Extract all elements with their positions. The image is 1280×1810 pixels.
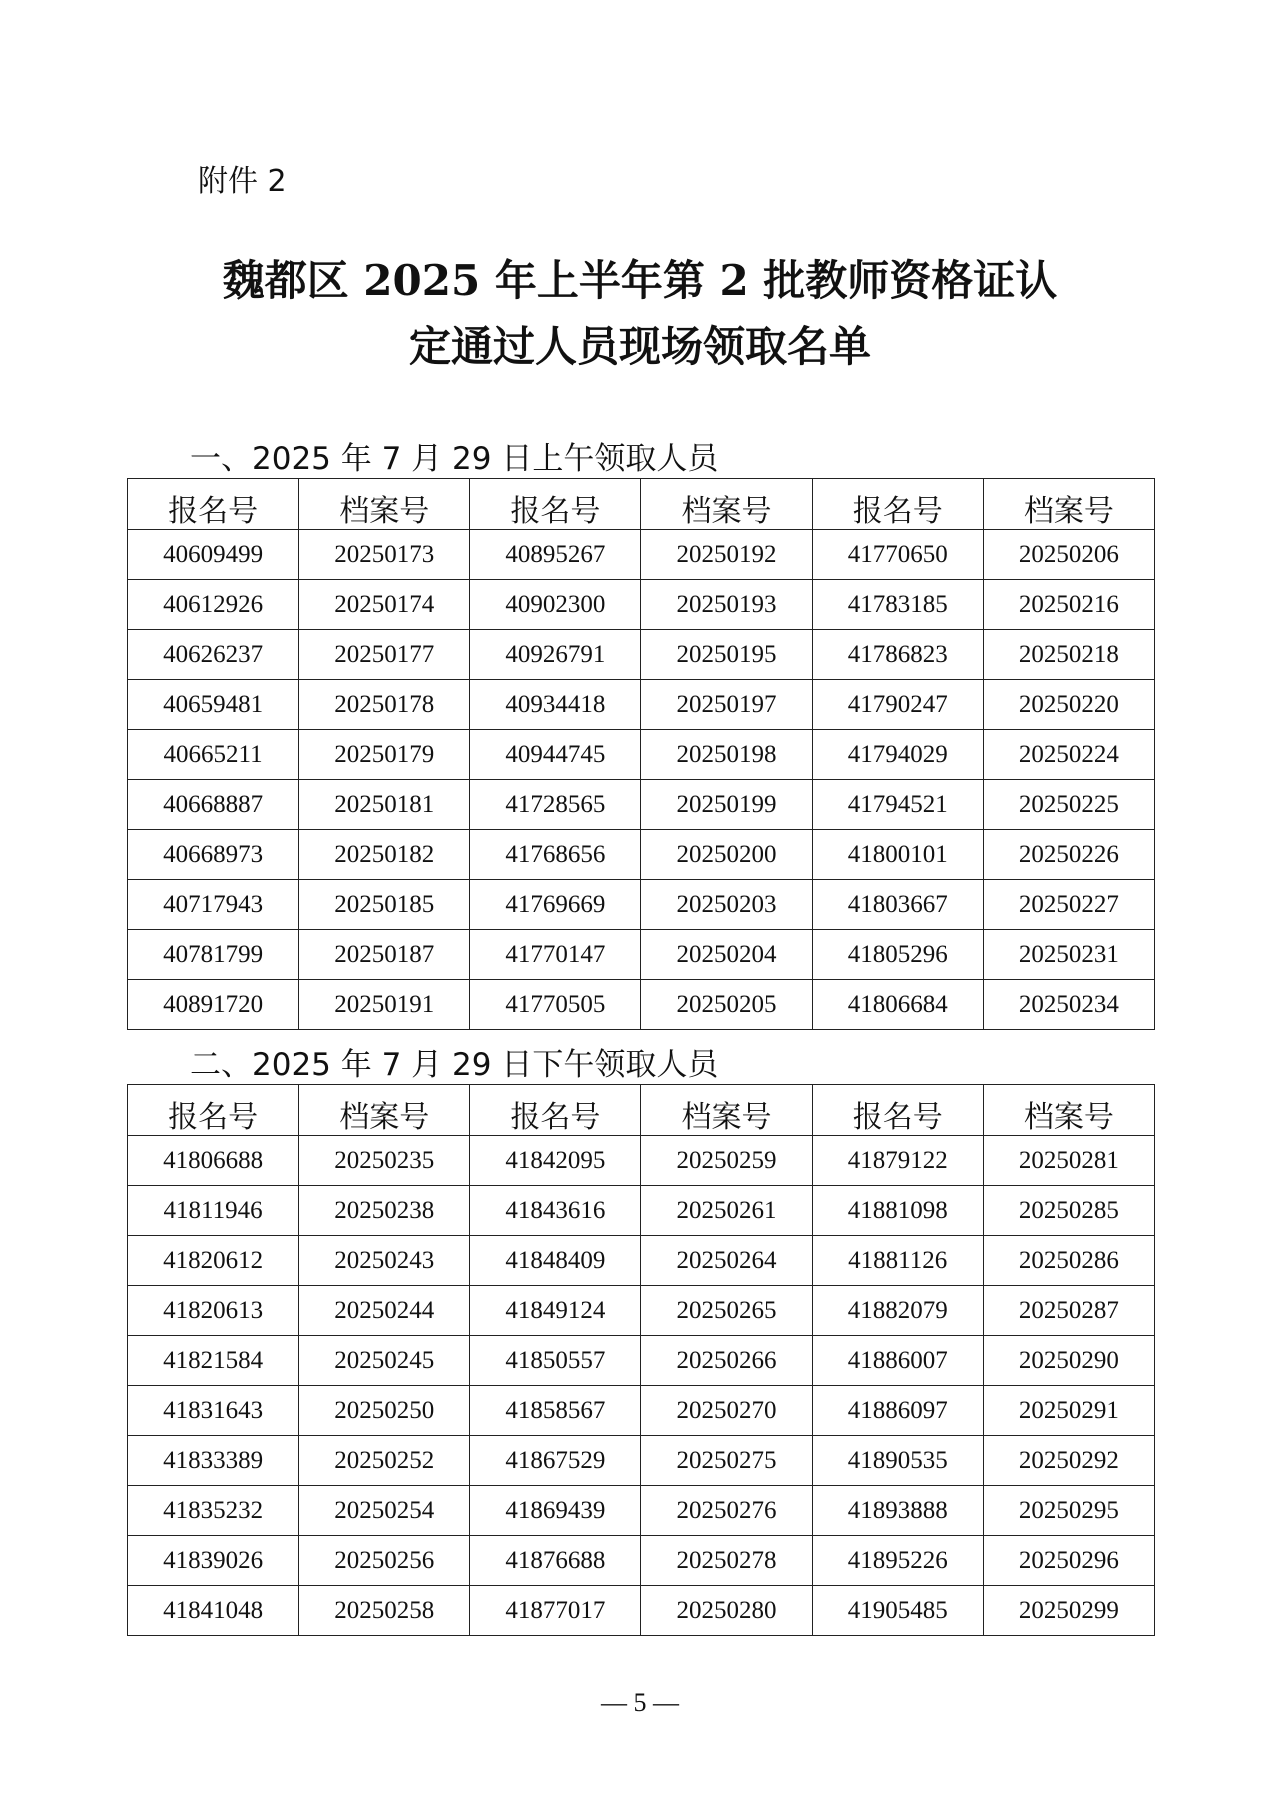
registration-number-cell: 40612926 — [128, 580, 299, 630]
registration-number-cell: 41877017 — [470, 1586, 641, 1636]
registration-number-cell: 41794029 — [812, 730, 983, 780]
registration-number-cell: 40926791 — [470, 630, 641, 680]
table-header-row — [128, 1085, 1155, 1136]
table-row — [128, 530, 1155, 580]
file-number-cell: 20250292 — [983, 1436, 1154, 1486]
registration-number-cell: 41842095 — [470, 1136, 641, 1186]
file-number-cell: 20250200 — [641, 830, 812, 880]
file-number-cell: 20250218 — [983, 630, 1154, 680]
file-number-cell: 20250203 — [641, 880, 812, 930]
file-number-cell: 20250197 — [641, 680, 812, 730]
registration-number-cell: 41890535 — [812, 1436, 983, 1486]
table-row — [128, 1386, 1155, 1436]
column-header-file-no: 档案号 — [641, 1085, 812, 1136]
title-line-1: 魏都区 2025 年上半年第 2 批教师资格证认 — [222, 256, 1058, 305]
file-number-cell: 20250187 — [299, 930, 470, 980]
registration-number-cell: 41895226 — [812, 1536, 983, 1586]
registration-number-cell: 41850557 — [470, 1336, 641, 1386]
registration-number-cell: 41728565 — [470, 780, 641, 830]
table-row — [128, 580, 1155, 630]
registration-number-cell: 41876688 — [470, 1536, 641, 1586]
file-number-cell: 20250256 — [299, 1536, 470, 1586]
registration-number-cell: 41849124 — [470, 1286, 641, 1336]
registration-number-cell: 41869439 — [470, 1486, 641, 1536]
registration-number-cell: 41881126 — [812, 1236, 983, 1286]
registration-number-cell: 41770505 — [470, 980, 641, 1030]
file-number-cell: 20250265 — [641, 1286, 812, 1336]
registration-number-cell: 41806688 — [128, 1136, 299, 1186]
registration-number-cell: 41786823 — [812, 630, 983, 680]
file-number-cell: 20250231 — [983, 930, 1154, 980]
table-row — [128, 1536, 1155, 1586]
table-row — [128, 830, 1155, 880]
file-number-cell: 20250226 — [983, 830, 1154, 880]
column-header-file-no: 档案号 — [299, 479, 470, 530]
table-row — [128, 1436, 1155, 1486]
table-row — [128, 930, 1155, 980]
registration-number-cell: 41882079 — [812, 1286, 983, 1336]
registration-number-cell: 41806684 — [812, 980, 983, 1030]
section-heading-afternoon: 二、2025 年 7 月 29 日下午领取人员 — [190, 1047, 719, 1083]
attachment-label: 附件 2 — [198, 164, 287, 199]
file-number-cell: 20250179 — [299, 730, 470, 780]
file-number-cell: 20250296 — [983, 1536, 1154, 1586]
registration-number-cell: 40944745 — [470, 730, 641, 780]
registration-number-cell: 40934418 — [470, 680, 641, 730]
registration-number-cell: 41886007 — [812, 1336, 983, 1386]
registration-number-cell: 41805296 — [812, 930, 983, 980]
file-number-cell: 20250299 — [983, 1586, 1154, 1636]
file-number-cell: 20250275 — [641, 1436, 812, 1486]
registration-number-cell: 41790247 — [812, 680, 983, 730]
page-number: — 5 — — [601, 1688, 679, 1717]
file-number-cell: 20250254 — [299, 1486, 470, 1536]
file-number-cell: 20250195 — [641, 630, 812, 680]
column-header-registration-no: 报名号 — [812, 1085, 983, 1136]
table-row — [128, 680, 1155, 730]
file-number-cell: 20250178 — [299, 680, 470, 730]
registration-number-cell: 40626237 — [128, 630, 299, 680]
file-number-cell: 20250270 — [641, 1386, 812, 1436]
registration-number-cell: 40781799 — [128, 930, 299, 980]
table-row — [128, 980, 1155, 1030]
file-number-cell: 20250244 — [299, 1286, 470, 1336]
registration-number-cell: 41820612 — [128, 1236, 299, 1286]
file-number-cell: 20250258 — [299, 1586, 470, 1636]
registration-number-cell: 40895267 — [470, 530, 641, 580]
registration-number-cell: 40668973 — [128, 830, 299, 880]
registration-number-cell: 41893888 — [812, 1486, 983, 1536]
registration-number-cell: 41879122 — [812, 1136, 983, 1186]
table-row — [128, 630, 1155, 680]
file-number-cell: 20250261 — [641, 1186, 812, 1236]
table-row — [128, 1286, 1155, 1336]
file-number-cell: 20250193 — [641, 580, 812, 630]
file-number-cell: 20250245 — [299, 1336, 470, 1386]
title-line-2: 定通过人员现场领取名单 — [408, 322, 871, 371]
file-number-cell: 20250287 — [983, 1286, 1154, 1336]
table-row — [128, 780, 1155, 830]
column-header-file-no: 档案号 — [641, 479, 812, 530]
column-header-registration-no: 报名号 — [470, 1085, 641, 1136]
registration-number-cell: 41820613 — [128, 1286, 299, 1336]
file-number-cell: 20250199 — [641, 780, 812, 830]
column-header-registration-no: 报名号 — [128, 1085, 299, 1136]
file-number-cell: 20250206 — [983, 530, 1154, 580]
table-row — [128, 1486, 1155, 1536]
registration-number-cell: 41803667 — [812, 880, 983, 930]
registration-number-cell: 41886097 — [812, 1386, 983, 1436]
registration-number-cell: 41843616 — [470, 1186, 641, 1236]
file-number-cell: 20250280 — [641, 1586, 812, 1636]
file-number-cell: 20250192 — [641, 530, 812, 580]
file-number-cell: 20250295 — [983, 1486, 1154, 1536]
table-row — [128, 1336, 1155, 1386]
file-number-cell: 20250276 — [641, 1486, 812, 1536]
section-heading-morning: 一、2025 年 7 月 29 日上午领取人员 — [190, 441, 719, 477]
registration-number-cell: 41858567 — [470, 1386, 641, 1436]
file-number-cell: 20250238 — [299, 1186, 470, 1236]
registration-number-cell: 41905485 — [812, 1586, 983, 1636]
file-number-cell: 20250243 — [299, 1236, 470, 1286]
registration-number-cell: 41821584 — [128, 1336, 299, 1386]
table-header-row — [128, 479, 1155, 530]
registration-number-cell: 41811946 — [128, 1186, 299, 1236]
registration-number-cell: 41839026 — [128, 1536, 299, 1586]
column-header-registration-no: 报名号 — [470, 479, 641, 530]
file-number-cell: 20250227 — [983, 880, 1154, 930]
registration-number-cell: 41833389 — [128, 1436, 299, 1486]
file-number-cell: 20250220 — [983, 680, 1154, 730]
file-number-cell: 20250225 — [983, 780, 1154, 830]
registration-number-cell: 40609499 — [128, 530, 299, 580]
registration-number-cell: 41768656 — [470, 830, 641, 880]
file-number-cell: 20250264 — [641, 1236, 812, 1286]
file-number-cell: 20250204 — [641, 930, 812, 980]
column-header-file-no: 档案号 — [983, 479, 1154, 530]
registration-number-cell: 41769669 — [470, 880, 641, 930]
registration-number-cell: 40902300 — [470, 580, 641, 630]
file-number-cell: 20250259 — [641, 1136, 812, 1186]
registration-number-cell: 41848409 — [470, 1236, 641, 1286]
file-number-cell: 20250191 — [299, 980, 470, 1030]
file-number-cell: 20250235 — [299, 1136, 470, 1186]
registration-number-cell: 41800101 — [812, 830, 983, 880]
column-header-registration-no: 报名号 — [812, 479, 983, 530]
file-number-cell: 20250177 — [299, 630, 470, 680]
file-number-cell: 20250182 — [299, 830, 470, 880]
registration-number-cell: 41770147 — [470, 930, 641, 980]
registration-number-cell: 40659481 — [128, 680, 299, 730]
file-number-cell: 20250174 — [299, 580, 470, 630]
file-number-cell: 20250234 — [983, 980, 1154, 1030]
file-number-cell: 20250198 — [641, 730, 812, 780]
table-row — [128, 1586, 1155, 1636]
file-number-cell: 20250252 — [299, 1436, 470, 1486]
registration-number-cell: 41835232 — [128, 1486, 299, 1536]
registration-number-cell: 40891720 — [128, 980, 299, 1030]
file-number-cell: 20250291 — [983, 1386, 1154, 1436]
file-number-cell: 20250205 — [641, 980, 812, 1030]
file-number-cell: 20250224 — [983, 730, 1154, 780]
registration-number-cell: 41881098 — [812, 1186, 983, 1236]
file-number-cell: 20250290 — [983, 1336, 1154, 1386]
registration-number-cell: 41867529 — [470, 1436, 641, 1486]
column-header-file-no: 档案号 — [299, 1085, 470, 1136]
table-row — [128, 1136, 1155, 1186]
table-row — [128, 730, 1155, 780]
file-number-cell: 20250181 — [299, 780, 470, 830]
table-row — [128, 1186, 1155, 1236]
column-header-registration-no: 报名号 — [128, 479, 299, 530]
file-number-cell: 20250278 — [641, 1536, 812, 1586]
table-row — [128, 880, 1155, 930]
file-number-cell: 20250286 — [983, 1236, 1154, 1286]
afternoon-roster-table — [127, 1084, 1155, 1636]
registration-number-cell: 41783185 — [812, 580, 983, 630]
column-header-file-no: 档案号 — [983, 1085, 1154, 1136]
registration-number-cell: 41831643 — [128, 1386, 299, 1436]
registration-number-cell: 41841048 — [128, 1586, 299, 1636]
file-number-cell: 20250216 — [983, 580, 1154, 630]
table-row — [128, 1236, 1155, 1286]
file-number-cell: 20250185 — [299, 880, 470, 930]
file-number-cell: 20250266 — [641, 1336, 812, 1386]
registration-number-cell: 40665211 — [128, 730, 299, 780]
document-title — [0, 248, 1280, 380]
registration-number-cell: 40668887 — [128, 780, 299, 830]
registration-number-cell: 41794521 — [812, 780, 983, 830]
registration-number-cell: 41770650 — [812, 530, 983, 580]
file-number-cell: 20250250 — [299, 1386, 470, 1436]
morning-roster-table — [127, 478, 1155, 1030]
file-number-cell: 20250173 — [299, 530, 470, 580]
registration-number-cell: 40717943 — [128, 880, 299, 930]
file-number-cell: 20250285 — [983, 1186, 1154, 1236]
file-number-cell: 20250281 — [983, 1136, 1154, 1186]
